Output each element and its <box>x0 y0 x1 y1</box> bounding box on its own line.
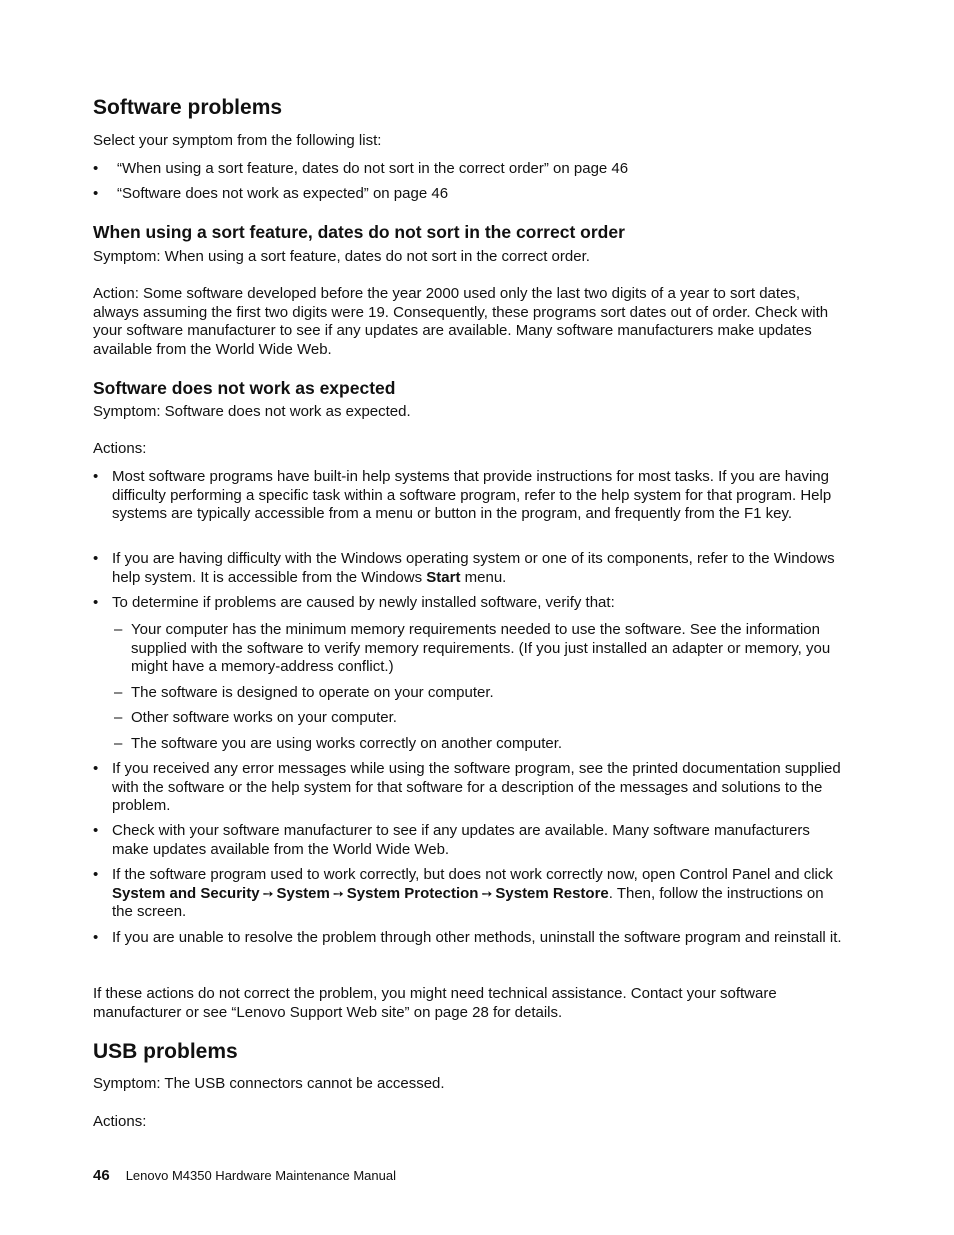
list-item-text: Most software programs have built-in help systems that provide instructions for most tasks. If you are having difficulty performing a specific task within a software program, refer to the help system for that program. Help systems are typically accessible from a menu or button in the program, and frequently from the F1 key. <box>112 468 832 523</box>
bullet-marker: • <box>93 866 99 883</box>
arrow-right-icon: ➙ <box>481 885 493 901</box>
cross-reference-link[interactable]: “When using a sort feature, dates do not sort in the correct order” on page 46 <box>117 160 629 177</box>
list-item-text: If you are unable to resolve the problem through other methods, uninstall the software program and reinstall it. <box>112 929 842 946</box>
arrow-right-icon: ➙ <box>262 885 274 901</box>
dash-marker: – <box>114 709 123 726</box>
sub-list-item-text: The software is designed to operate on your computer. <box>131 684 494 701</box>
bullet-marker: • <box>93 929 99 946</box>
arrow-right-icon: ➙ <box>332 885 344 901</box>
list-item-text: If you are having difficulty with the Windows operating system or one of its components, refer to the Windows help system. It is accessible from the Windows Start menu. <box>112 550 835 586</box>
usb-actions-label: Actions: <box>93 1113 147 1130</box>
page-number: 46 <box>93 1167 110 1184</box>
manual-title: Lenovo M4350 Hardware Maintenance Manual <box>125 1168 396 1183</box>
menu-path-system-and-security: System and Security <box>112 884 260 902</box>
usb-symptom: Symptom: The USB connectors cannot be accessed. <box>93 1075 445 1092</box>
section-title-usb-problems: USB problems <box>93 1040 238 1063</box>
dash-marker: – <box>114 735 123 752</box>
sub-list-item-text: Your computer has the minimum memory requirements needed to use the software. See the information supplied with the software to verify memory requirements. (If you just installed an adapter or memory, you might have a memory-address conflict.) <box>131 621 831 676</box>
subsection-title-expected: Software does not work as expected <box>93 378 396 398</box>
start-menu-term: Start <box>426 568 461 586</box>
closing-paragraph: If these actions do not correct the problem, you might need technical assistance. Contact your software manufacturer or see “Lenovo Support Web site” on page 28 for details. <box>93 985 777 1021</box>
bullet-marker: • <box>93 185 99 202</box>
intro-text: Select your symptom from the following list: <box>93 132 382 149</box>
list-item-text: To determine if problems are caused by newly installed software, verify that: <box>112 594 615 611</box>
menu-path-system: System <box>276 884 330 902</box>
page-footer <box>93 1167 396 1184</box>
expected-symptom: Symptom: Software does not work as expected. <box>93 403 411 420</box>
dash-marker: – <box>114 621 123 638</box>
list-item-text: If you received any error messages while using the software program, see the printed documentation supplied with the software or the help system for that software for a description of the messages and solutions to the problem. <box>112 760 841 815</box>
sub-list-item-text: Other software works on your computer. <box>131 709 397 726</box>
list-item-text: If the software program used to work correctly, but does not work correctly now, open Control Panel and click System and Security ➙ System ➙ System Protection ➙ System Restore. Then, follow the instructions on the screen. <box>112 866 833 921</box>
subsection-title-sort: When using a sort feature, dates do not sort in the correct order <box>93 222 625 242</box>
menu-path-system-restore: System Restore <box>495 884 609 902</box>
bullet-marker: • <box>93 468 99 485</box>
dash-marker: – <box>114 684 123 701</box>
actions-label: Actions: <box>93 440 147 457</box>
bullet-marker: • <box>93 822 99 839</box>
bullet-marker: • <box>93 594 99 611</box>
bullet-marker: • <box>93 160 99 177</box>
sort-symptom: Symptom: When using a sort feature, dates do not sort in the correct order. <box>93 248 590 265</box>
bullet-marker: • <box>93 760 99 777</box>
section-title-software-problems: Software problems <box>93 96 283 119</box>
cross-reference-link[interactable]: “Software does not work as expected” on page 46 <box>117 185 449 202</box>
menu-path-system-protection: System Protection <box>346 884 479 902</box>
list-item-text: Check with your software manufacturer to see if any updates are available. Many software manufacturers make updates available from the World Wide Web. <box>112 822 810 858</box>
bullet-marker: • <box>93 550 99 567</box>
sub-list-item-text: The software you are using works correctly on another computer. <box>131 735 563 752</box>
sort-action: Action: Some software developed before the year 2000 used only the last two digits of a year to sort dates, always assuming the first two digits were 19. Consequently, these programs sort dates out of order. Check with your software manufacturer to see if any updates are available. Many software manufacturers make updates available from the World Wide Web. <box>93 285 829 359</box>
